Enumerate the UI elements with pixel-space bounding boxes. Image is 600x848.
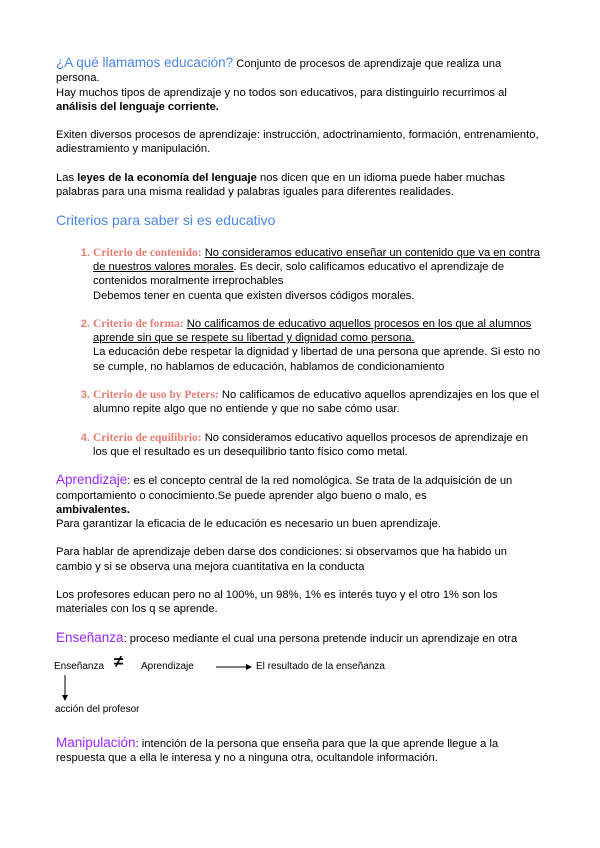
intro-paragraph <box>56 56 542 114</box>
ensenanza-paragraph: Enseñanza: proceso mediante el cual una persona pretende inducir un aprendizaje en otra <box>56 629 518 645</box>
list-item <box>93 431 542 460</box>
aprendizaje-paragraph: Aprendizaje: es el concepto central de la red nomológica. Se trata de la adquisición de un comportamiento o conocimiento.Se puede aprender algo bueno o malo, es ambivalentes. Para garantizar la eficacia de le educación es necesario un buen aprendizaje. <box>56 472 513 531</box>
document-page <box>56 56 542 766</box>
diagram-aprendizaje-label: Aprendizaje <box>141 660 194 672</box>
criterion-underlined: No calificamos de educativo aquellos procesos en los que al alumnos aprende sin que se respete su libertad y dignidad como persona. <box>93 317 532 345</box>
aprendizaje-heading: Aprendizaje <box>56 472 128 488</box>
intro-definition: Conjunto de procesos de aprendizaje que realiza una persona. <box>56 58 502 85</box>
intro-line2: Hay muchos tipos de aprendizaje y no todos son educativos, para distinguirlo recurrimos al <box>56 86 507 99</box>
list-item <box>93 388 542 417</box>
ensenanza-diagram <box>54 650 542 715</box>
intro-heading: ¿A qué llamamos educación? <box>56 55 234 70</box>
criterion-label: Criterio de contenido: <box>93 246 202 259</box>
not-equal-icon: ≠ <box>114 651 124 671</box>
intro-bold: análisis del lenguaje corriente. <box>56 100 219 113</box>
aprendizaje-line2: Para garantizar la eficacia de le educación es necesario un buen aprendizaje. <box>56 518 441 531</box>
criterion-label: Criterio de forma: <box>93 317 184 330</box>
ambivalentes-bold: ambivalentes. <box>56 503 130 516</box>
aprendizaje-para3: Los profesores educan pero no al 100%, un 98%, 1% es interés tuyo y el otro 1% son los materiales con los q se aprende. <box>56 589 498 616</box>
diagram-resultado-label: El resultado de la enseñanza <box>256 660 385 672</box>
criterion-text: No consideramos educativo aquellos procesos de aprendizaje en los que el resultado es un desequilibrio tanto físico como metal. <box>93 431 529 458</box>
criterion-label: Criterio de uso by Peters: <box>93 389 219 402</box>
criterios-heading: Criterios para saber si es educativo <box>56 212 276 229</box>
manipulacion-heading: Manipulación <box>56 734 136 750</box>
criterion-text: . Es decir, solo calificamos educativo el aprendizaje de contenidos moralmente irreprochables <box>93 260 505 288</box>
criterion-extra: Debemos tener en cuenta que existen diversos códigos morales. <box>93 289 415 302</box>
criterion-text: No calificamos de educativo aquellos aprendizajes en los que el alumno repite algo que no entiende y que no sabe cómo usar. <box>93 389 540 416</box>
right-arrow-icon <box>216 662 252 672</box>
list-item <box>93 317 542 374</box>
criterion-extra: La educación debe respetar la dignidad y libertad de una persona que aprende. Si esto no se cumple, no hablamos de educación, hablamos de condicionamiento <box>93 346 541 373</box>
aprendizaje-para2: Para hablar de aprendizaje deben darse dos condiciones: si observamos que ha habido un cambio y si se observa una mejora cuantitativa en la conducta <box>56 546 507 573</box>
diagram-ensenanza-label: Enseñanza <box>54 660 105 672</box>
intro-para3: Las leyes de la economía del lenguaje nos dicen que en un idioma puede haber muchas palabras para una misma realidad y palabras iguales para diferentes realidades. <box>56 171 506 199</box>
economy-law-bold: leyes de la economía del lenguaje <box>77 171 257 184</box>
manipulacion-paragraph: Manipulación: intención de la persona que enseña para que la que aprende llegue a la respuesta que a ella le interesa y no a ninguna otra, ocultandole información. <box>56 734 499 765</box>
diagram-accion-label: acción del profesor <box>55 703 140 715</box>
intro-para2: Exiten diversos procesos de aprendizaje: instrucción, adoctrinamiento, formación, entrenamiento, adiestramiento y manipulación. <box>56 129 539 156</box>
down-arrow-icon <box>60 675 70 701</box>
ensenanza-heading: Enseñanza <box>56 629 124 645</box>
list-item <box>93 246 542 303</box>
criterion-label: Criterio de equilibrio: <box>93 431 202 444</box>
criterion-underlined: No consideramos educativo enseñar un contenido que va en contra de nuestros valores morales <box>93 246 540 273</box>
criterios-list <box>56 246 542 460</box>
